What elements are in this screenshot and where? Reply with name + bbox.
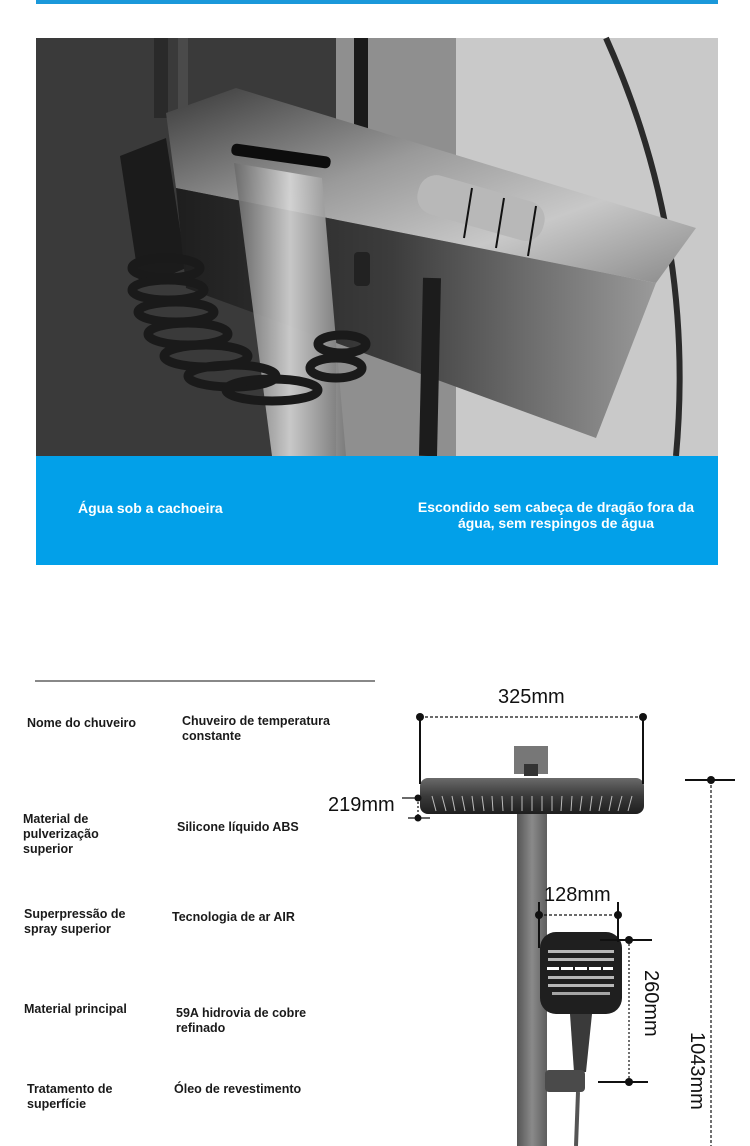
shower-panel-illustration <box>36 38 718 456</box>
dimension-hand-shower-length: 260mm <box>640 970 662 1037</box>
spec-label: Nome do chuveiro <box>27 716 137 730</box>
dimension-total-height: 1043mm <box>686 1032 708 1110</box>
spec-label: Material principal <box>24 1002 127 1016</box>
spec-label: Tratamento de superfície <box>27 1082 113 1111</box>
handshower-holder <box>545 1070 585 1092</box>
hero-product-image <box>36 38 718 456</box>
banner-caption-left: Água sob a cachoeira <box>78 500 223 516</box>
spec-value: Silicone líquido ABS <box>177 820 299 834</box>
spec-value: 59A hidrovia de cobre refinado <box>176 1006 307 1035</box>
top-accent-bar <box>36 0 718 4</box>
dimension-hand-shower-width: 128mm <box>544 884 611 906</box>
dimension-head-width: 325mm <box>498 686 565 708</box>
feature-banner <box>36 456 718 565</box>
hand-shower-handle <box>570 1014 592 1072</box>
spec-value: Tecnologia de ar AIR <box>172 910 295 924</box>
dimension-diagram <box>320 680 750 1146</box>
banner-caption-right: Escondido sem cabeça de dragão fora da água, sem respingos de água <box>417 499 695 531</box>
spec-label: Superpressão de spray superior <box>24 907 126 936</box>
spec-label: Material de pulverização superior <box>23 812 99 856</box>
dimension-head-thickness: 219mm <box>328 794 395 816</box>
hand-shower-head <box>540 932 622 1014</box>
spec-value: Chuveiro de temperatura constante <box>182 714 330 743</box>
spec-value: Óleo de revestimento <box>174 1082 302 1096</box>
